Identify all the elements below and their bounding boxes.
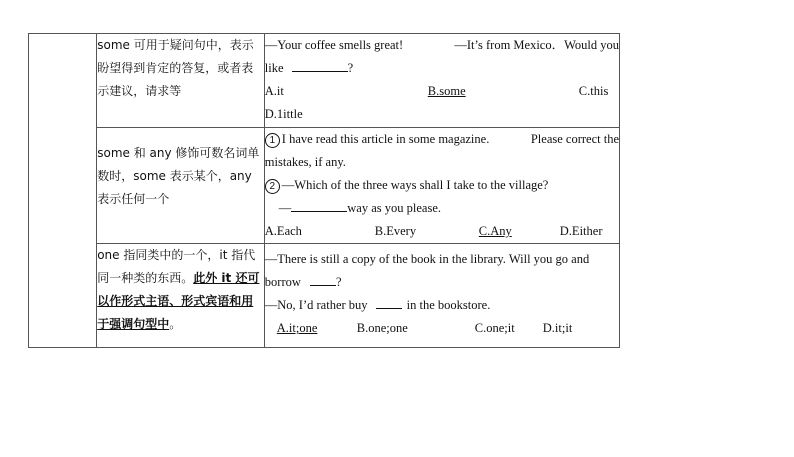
rule-text: some 可用于疑问句中，表示盼望得到肯定的答复，或者表示建议，请求等 [97, 38, 254, 98]
option-a: A.Each [264, 224, 302, 238]
option-d: D.1ittle [264, 107, 303, 121]
example-line [265, 271, 619, 294]
example-text: ? [336, 275, 342, 289]
example-text: —No, I’d rather buy [264, 298, 368, 312]
example-line [265, 151, 619, 174]
option-a: A.it [264, 84, 284, 98]
table-row [29, 34, 620, 128]
options-line [265, 80, 619, 103]
answer-blank [376, 295, 402, 309]
option-a: A.it;one [276, 321, 318, 335]
example-cell [264, 34, 619, 128]
option-d: D.Either [559, 224, 603, 238]
number-one-icon: 1 [265, 133, 280, 148]
option-d: D.it;it [542, 321, 573, 335]
example-text: borrow [264, 275, 301, 289]
example-line [265, 294, 619, 317]
rule-cell [97, 244, 265, 348]
grammar-table [28, 33, 620, 348]
rule-emphasis: 此外 it 还可以作形式主语、形式宾语和用于强调句型中 [97, 271, 260, 331]
example-text: — [278, 201, 292, 215]
example-text: —There is still a copy of the book in the library. Will you go and [264, 252, 590, 266]
example-line [265, 128, 619, 151]
example-line [265, 57, 619, 80]
rule-text: 。 [169, 317, 182, 331]
example-text: —Your coffee smells great! [264, 38, 404, 52]
table-row [29, 244, 620, 348]
option-c: C.this [578, 84, 609, 98]
example-cell [264, 244, 619, 348]
options-line [265, 220, 619, 243]
example-text: —Which of the three ways shall I take to the village? [281, 178, 549, 192]
category-cell [29, 34, 97, 348]
option-b: B.Every [374, 224, 417, 238]
example-line [265, 248, 619, 271]
example-text: ? [347, 61, 354, 75]
example-text: Please correct the [530, 132, 619, 146]
example-line [265, 34, 619, 57]
option-c: C.Any [478, 224, 512, 238]
rule-cell [97, 34, 265, 128]
answer-blank [310, 272, 336, 286]
example-text: I have read this article in some magazine. [281, 132, 490, 146]
option-b: B.some [427, 84, 466, 98]
example-text: mistakes, if any. [264, 155, 346, 169]
example-line [265, 197, 619, 220]
rule-text: one 指同类中的一个，it 指代同一种类的东西。 [97, 248, 256, 285]
example-line [265, 174, 619, 197]
answer-blank [291, 198, 347, 212]
rule-cell [97, 128, 265, 244]
options-line [265, 103, 619, 126]
option-c: C.one;it [474, 321, 515, 335]
number-two-icon: 2 [265, 179, 280, 194]
example-text: —It’s from Mexico．Would you [454, 38, 619, 52]
options-line [265, 317, 619, 340]
rule-text: some 和 any 修饰可数名词单数时，some 表示某个，any 表示任何一个 [97, 146, 260, 206]
answer-blank [292, 58, 348, 72]
example-text: like [264, 61, 284, 75]
table-row [29, 128, 620, 244]
example-text: in the bookstore. [406, 298, 491, 312]
example-cell [264, 128, 619, 244]
example-text: way as you please. [347, 201, 442, 215]
option-b: B.one;one [356, 321, 408, 335]
